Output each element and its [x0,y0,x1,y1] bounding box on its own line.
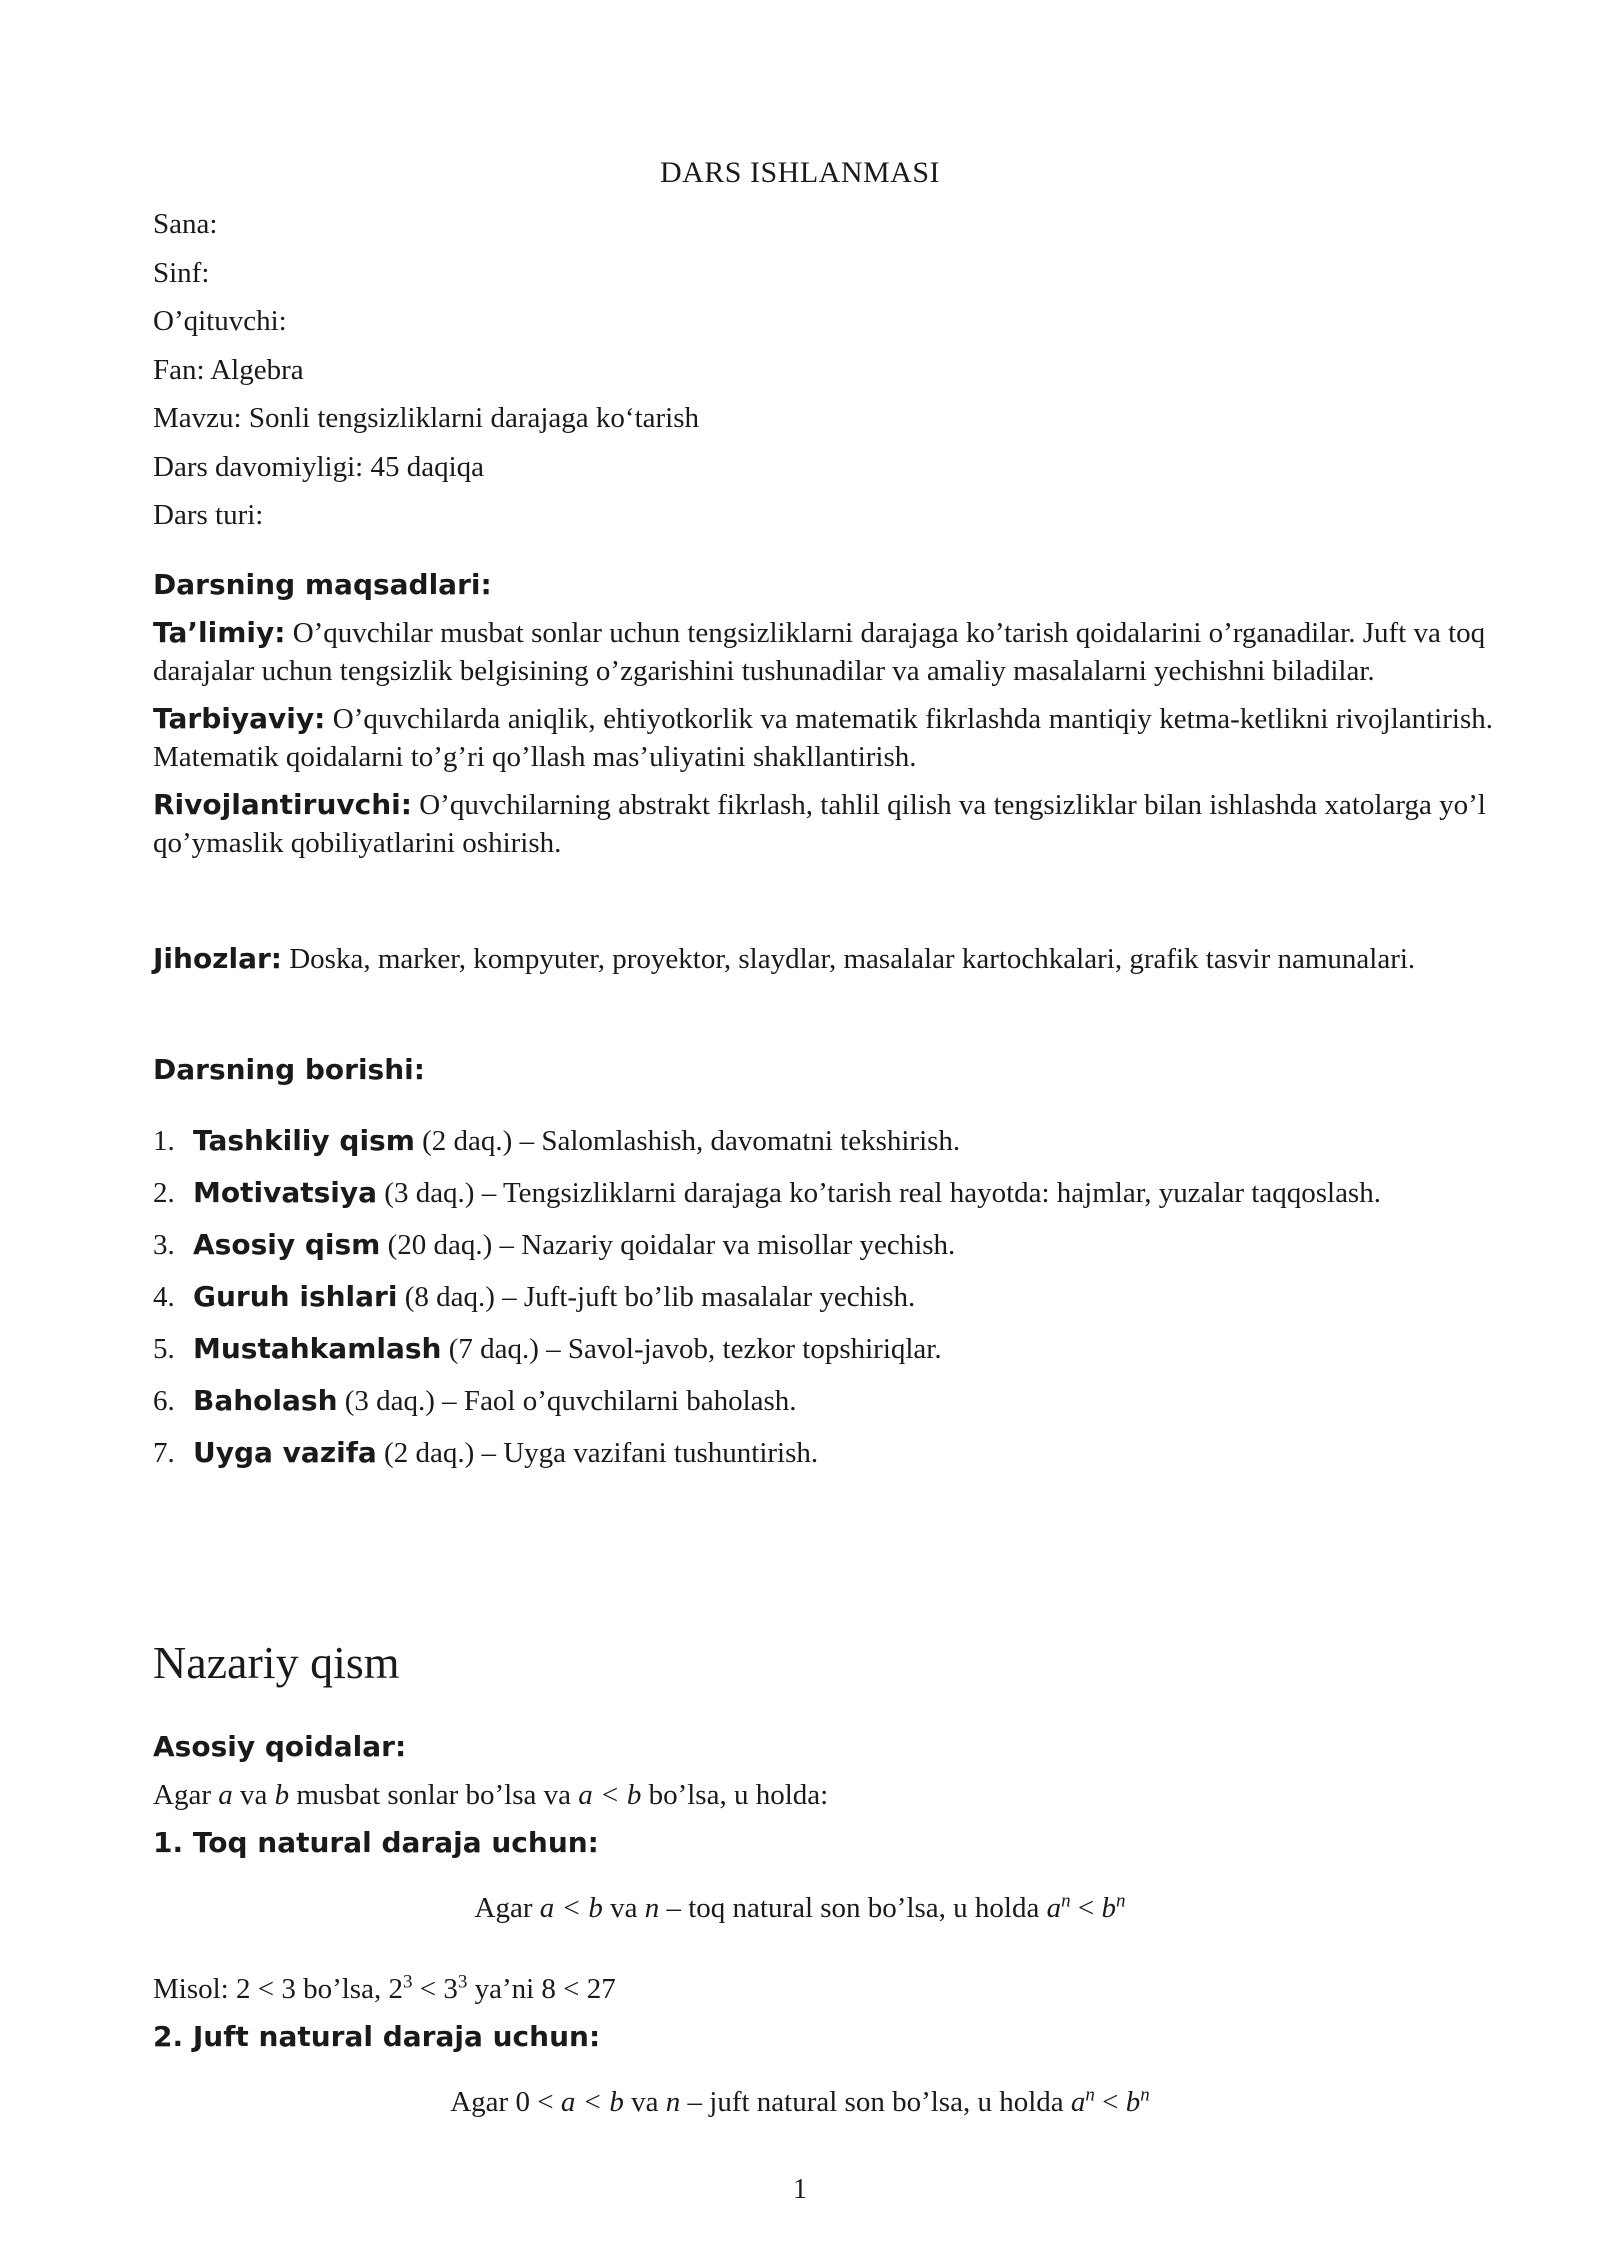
list-item [153,1330,1493,1368]
list-item [153,1382,1493,1420]
text-fragment: Agar [153,1779,219,1811]
goal-educational [153,614,1493,690]
list-item-text: (8 daq.) – Juft-juft bo’lib masalalar yechish. [397,1281,916,1313]
equipment-section [153,940,1493,978]
goal-upbringing [153,700,1493,776]
text-fragment: musbat sonlar bo’lsa va [289,1779,579,1811]
goal-upbringing-label: Tarbiyaviy: [153,702,326,735]
text-fragment: va [602,1892,645,1924]
text-fragment: < [1070,1892,1102,1924]
goal-developmental-label: Rivojlantiruvchi: [153,788,412,821]
meta-subject: Fan: Algebra [153,353,304,386]
lesson-flow-list [153,1122,1493,1486]
text-fragment: bo’lsa, u holda: [641,1779,829,1811]
text-fragment: – juft natural son bo’lsa, u holda [680,2086,1071,2118]
even-power-heading: 2. Juft natural daraja uchun: [153,2020,601,2053]
odd-heading-wrap [153,1824,599,1862]
equipment-label: Jihozlar: [153,942,282,975]
math-variable: b [1101,1892,1116,1924]
list-item [153,1278,1493,1316]
math-inequality: a < b [560,2086,624,2118]
list-item-text: (3 daq.) – Faol o’quvchilarni baholash. [337,1385,797,1417]
list-item [153,1122,1493,1160]
flow-heading-wrap [153,1050,1493,1089]
odd-power-rule [0,1892,1600,1925]
meta-date: Sana: [153,208,218,240]
odd-power-heading: 1. Toq natural daraja uchun: [153,1826,599,1859]
meta-class: Sinf: [153,256,210,289]
list-item-number: 4. [153,1281,175,1313]
list-item-title: Guruh ishlari [193,1280,398,1313]
goal-developmental-text: O’quvchilarning abstrakt fikrlash, tahlil qilish va tengsizliklar bilan ishlashda xatolarga yo’l qo’ymaslik qobiliyatlarini oshirish. [153,789,1486,859]
meta-duration: Dars davomiyligi: 45 daqiqa [153,450,485,483]
text-fragment: Agar [474,1892,540,1924]
list-item [153,1226,1493,1264]
goal-developmental [153,786,1493,862]
section-title: Nazariy qism [153,1637,400,1688]
goal-educational-text: O’quvchilar musbat sonlar uchun tengsizliklarni darajaga ko’tarish qoidalarini o’rganadilar. Juft va toq darajalar uchun tengsizlik belgisining o’zgarishini tushunadilar va amaliy masalalarni yechishni biladilar. [153,617,1486,687]
text-fragment: ya’ni 8 < 27 [467,1973,616,2005]
list-item-title: Asosiy qism [193,1228,381,1261]
math-variable: n [665,2086,681,2118]
math-inequality: a < b [539,1892,603,1924]
even-power-rule [0,2086,1600,2119]
list-item-title: Baholash [193,1384,338,1417]
rules-intro [153,1776,828,1814]
math-variable: a [1070,2086,1086,2118]
text-fragment: va [232,1779,275,1811]
document-title: DARS ISHLANMASI [659,156,941,189]
meta-topic: Mavzu: Sonli tengsizliklarni darajaga koʻtarish [153,402,700,434]
math-variable: b [1125,2086,1141,2118]
math-variable: a [218,1779,233,1811]
even-heading-wrap [153,2018,600,2056]
list-item-number: 1. [153,1125,175,1157]
text-fragment: – toq natural son bo’lsa, u holda [659,1892,1047,1924]
list-item [153,1434,1493,1472]
list-item-text: (3 daq.) – Tengsizliklarni darajaga ko’tarish real hayotda: hajmlar, yuzalar taqqoslash. [377,1177,1381,1209]
list-item-number: 7. [153,1437,175,1469]
list-item-title: Uyga vazifa [193,1436,377,1469]
math-variable: a [1046,1892,1062,1924]
text-fragment: va [623,2086,666,2118]
math-variable: b [274,1779,290,1811]
goals-section [153,566,1493,862]
list-item-number: 5. [153,1333,175,1365]
list-item-text: (2 daq.) – Salomlashish, davomatni tekshirish. [414,1125,961,1157]
math-exponent: n [1085,2084,1095,2106]
rules-heading: Asosiy qoidalar: [153,1730,407,1763]
list-item-number: 2. [153,1177,175,1209]
flow-heading: Darsning borishi: [153,1053,425,1086]
meta-type: Dars turi: [153,499,264,531]
math-exponent: n [1061,1890,1071,1912]
goal-upbringing-text: O’quvchilarda aniqlik, ehtiyotkorlik va matematik fikrlashda mantiqiy ketma-ketlikni rivojlantirish. Matematik qoidalarni to’g’ri qo’llash mas’uliyatini shakllantirish. [153,703,1493,773]
text-fragment: < [1094,2086,1126,2118]
list-item-text: (20 daq.) – Nazariy qoidalar va misollar yechish. [380,1229,956,1261]
text-fragment: Misol: 2 < 3 bo’lsa, 2 [153,1973,403,2005]
math-inequality: a < b [578,1779,642,1811]
lesson-meta [153,200,699,540]
list-item-title: Motivatsiya [193,1176,378,1209]
list-item-text: (7 daq.) – Savol-javob, tezkor topshiriqlar. [441,1333,942,1365]
rules-heading-wrap [153,1728,406,1766]
math-variable: n [644,1892,660,1924]
math-exponent: 3 [402,1971,413,1993]
equipment-text: Doska, marker, kompyuter, proyektor, slaydlar, masalalar kartochkalari, grafik tasvir namunalari. [281,943,1416,975]
list-item-title: Tashkiliy qism [193,1124,415,1157]
text-fragment: < 3 [412,1973,458,2005]
text-fragment: Agar 0 < [450,2086,561,2118]
list-item-number: 3. [153,1229,175,1261]
math-exponent: 3 [457,1971,468,1993]
math-exponent: n [1115,1890,1126,1912]
list-item-text: (2 daq.) – Uyga vazifani tushuntirish. [376,1437,819,1469]
math-exponent: n [1140,2084,1150,2106]
goals-heading: Darsning maqsadlari: [153,568,492,601]
list-item [153,1174,1493,1212]
odd-example [153,1970,616,2008]
goal-educational-label: Ta’limiy: [153,616,286,649]
meta-teacher: O’qituvchi: [153,305,287,337]
list-item-title: Mustahkamlash [193,1332,442,1365]
list-item-number: 6. [153,1385,175,1417]
page-number: 1 [793,2174,807,2205]
